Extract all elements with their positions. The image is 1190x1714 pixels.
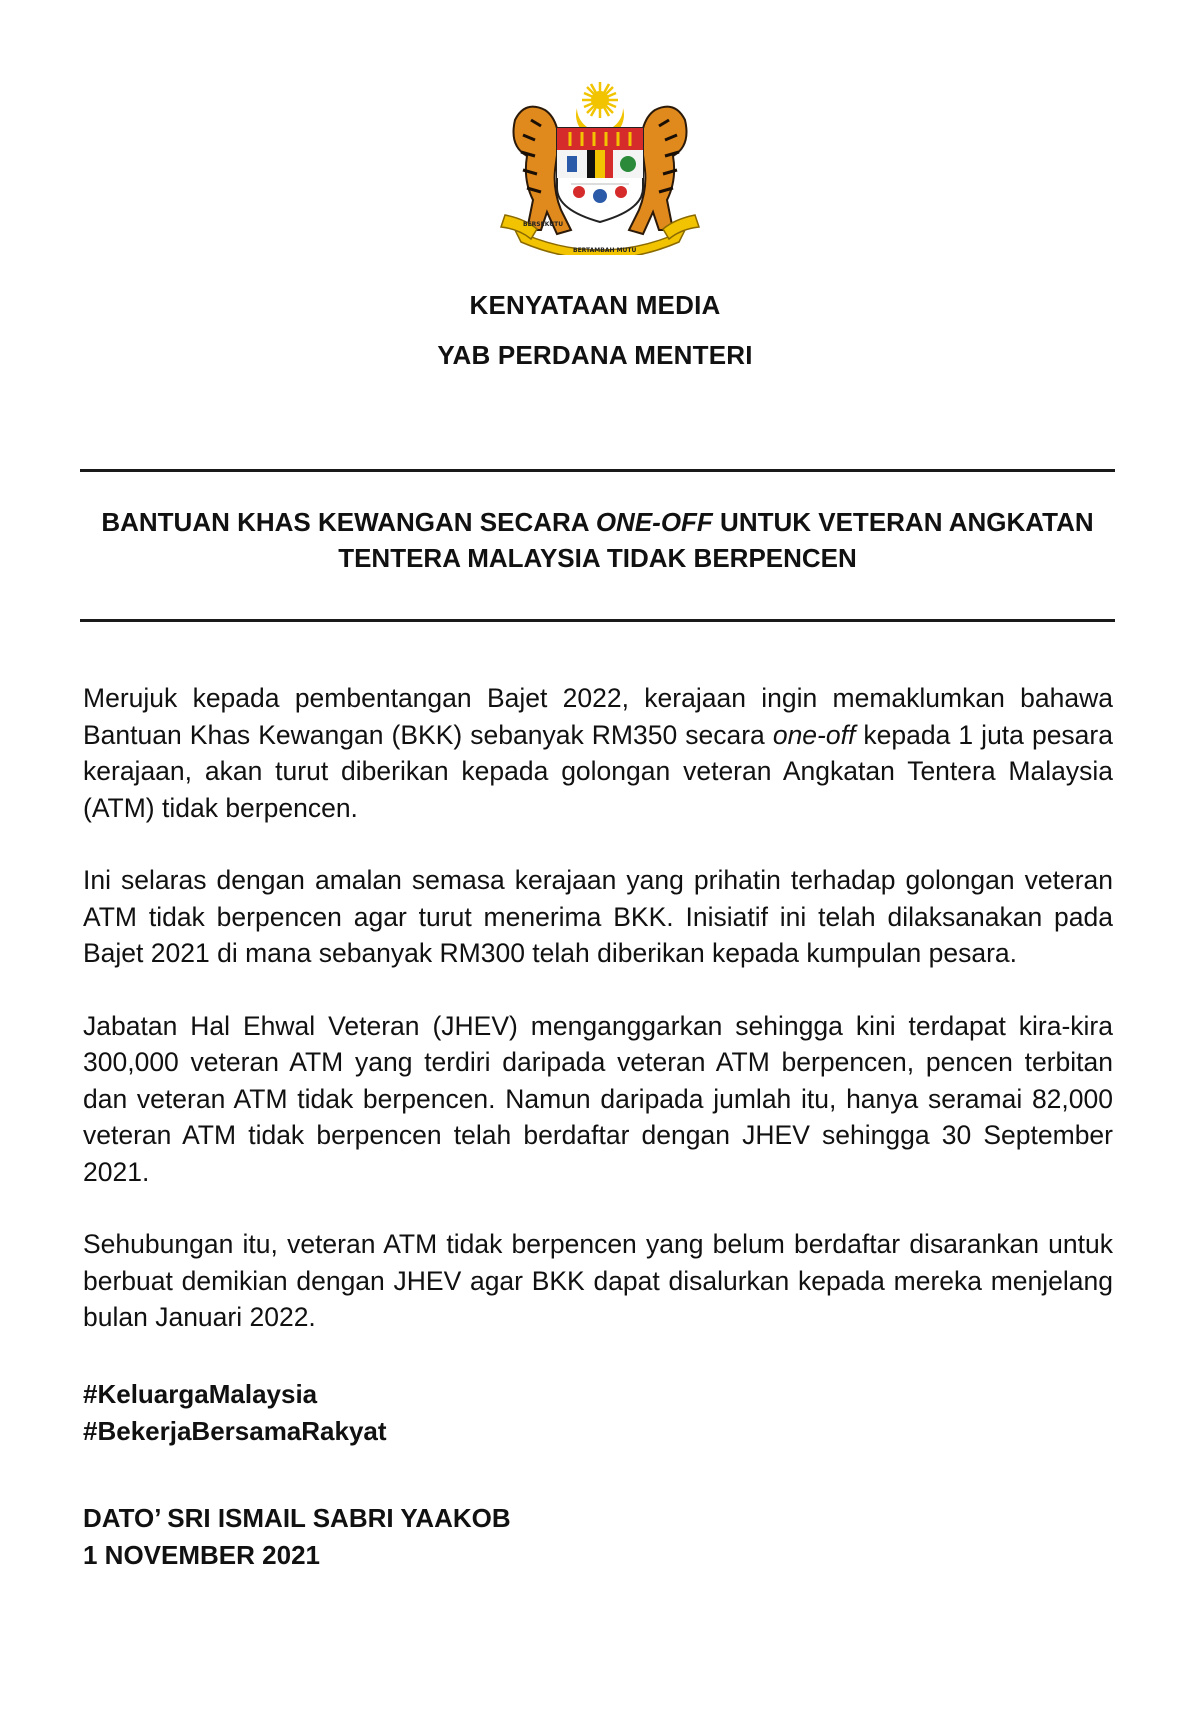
issuer-title: YAB PERDANA MENTERI xyxy=(437,340,753,370)
hashtag: #BekerjaBersamaRakyat xyxy=(83,1415,387,1446)
paragraph-1-part-b: kepada 1 juta pesara kerajaan, akan turut diberikan kepada golongan veteran Angkatan Tentera Malaysia (ATM) tidak berpencen. xyxy=(83,719,1113,823)
paragraph-3: Jabatan Hal Ehwal Veteran (JHEV) menganggarkan sehingga kini terdapat kira-kira 300,000 veteran ATM yang terdiri daripada veteran ATM berpencen, pencen terbitan dan veteran ATM tidak berpencen. Namun daripada jumlah itu, hanya seramai 82,000 veteran ATM tidak berpencen telah berdaftar dengan JHEV sehingga 30 September 2021. xyxy=(83,1010,1113,1187)
subject-part-2: UNTUK VETERAN ANGKATAN TENTERA MALAYSIA TIDAK BERPENCEN xyxy=(338,507,1094,573)
hashtag: #KeluargaMalaysia xyxy=(83,1379,318,1409)
paragraph-4: Sehubungan itu, veteran ATM tidak berpencen yang belum berdaftar disarankan untuk berbuat demikian dengan JHEV agar BKK dapat disalurkan kepada mereka menjelang bulan Januari 2022. xyxy=(83,1229,1113,1332)
subject-part-1: BANTUAN KHAS KEWANGAN SECARA xyxy=(101,507,596,537)
signature-block xyxy=(83,1500,511,1574)
paragraph-2: Ini selaras dengan amalan semasa kerajaan yang prihatin terhadap golongan veteran ATM tidak berpencen agar turut menerima BKK. Inisiatif ini telah dilaksanakan pada Bajet 2021 di mana sebanyak RM300 telah diberikan kepada kumpulan pesara. xyxy=(83,865,1113,968)
hashtag-list xyxy=(83,1376,387,1449)
malaysia-coat-of-arms-icon xyxy=(495,80,705,255)
paragraph-1 xyxy=(83,680,1113,826)
statement-date: 1 NOVEMBER 2021 xyxy=(83,1540,320,1570)
svg-text:BERSEKUTU: BERSEKUTU xyxy=(523,221,564,228)
bottom-divider xyxy=(80,619,1115,622)
svg-text:BERTAMBAH MUTU: BERTAMBAH MUTU xyxy=(573,247,637,254)
paragraph-1-italic: one-off xyxy=(772,719,856,750)
statement-type: KENYATAAN MEDIA xyxy=(469,290,721,320)
paragraph-1-part-a: Merujuk kepada pembentangan Bajet 2022, kerajaan ingin memaklumkan bahawa Bantuan Khas Kewangan (BKK) sebanyak RM350 secara xyxy=(83,683,1113,750)
signatory-name: DATO’ SRI ISMAIL SABRI YAAKOB xyxy=(83,1503,511,1533)
top-divider xyxy=(80,469,1115,472)
subject-italic: ONE-OFF xyxy=(595,507,713,537)
subject-heading xyxy=(80,504,1115,576)
statement-body xyxy=(83,680,1113,1372)
